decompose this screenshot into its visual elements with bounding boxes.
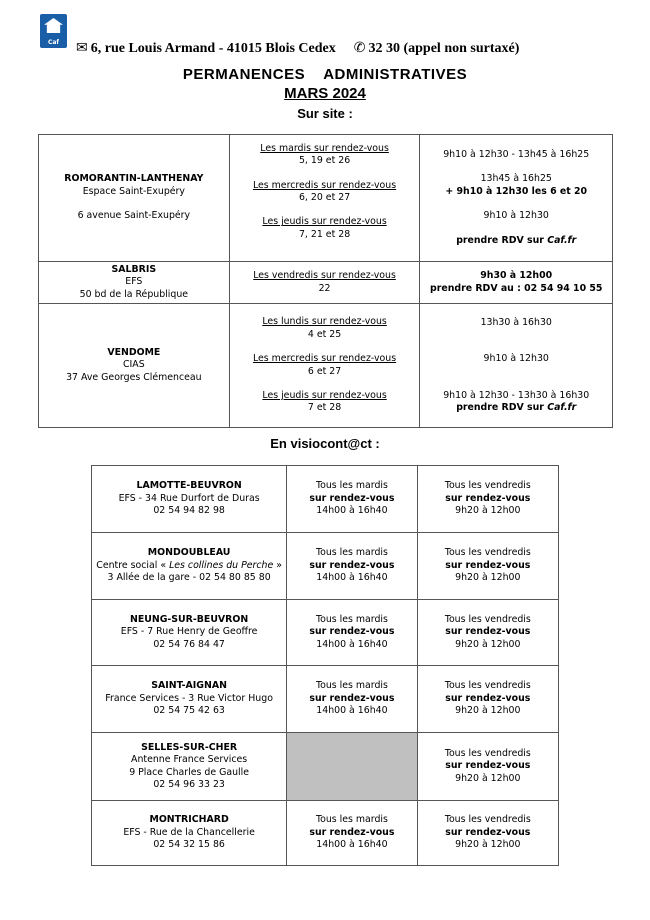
header-contact [76, 40, 519, 57]
schedule-hours: 14h00 à 16h40 [316, 505, 388, 517]
hours-cell [420, 304, 613, 428]
schedule-day: Tous les vendredis [444, 680, 531, 692]
days-cell [229, 135, 420, 262]
location-address: 50 bd de la République [79, 288, 189, 300]
schedule-day: Tous les vendredis [444, 480, 531, 492]
slot-hours: 9h30 à 12h00 [480, 270, 553, 282]
location-cell [92, 733, 287, 801]
tuesday-cell [287, 666, 417, 733]
schedule-rdv: sur rendez-vous [309, 826, 395, 838]
on-site-heading: Sur site : [297, 106, 353, 121]
schedule-hours: 14h00 à 16h40 [316, 705, 388, 717]
schedule-day: Tous les vendredis [444, 613, 531, 625]
slot-day: Les lundis sur rendez-vous [262, 316, 387, 328]
tuesday-cell [287, 533, 417, 600]
phone-icon: ✆ [353, 41, 366, 56]
location-phone: 02 54 96 33 23 [153, 778, 225, 790]
schedule-rdv: sur rendez-vous [309, 559, 395, 571]
table-row [92, 666, 559, 733]
location-cell [92, 801, 287, 866]
schedule-hours: 14h00 à 16h40 [316, 638, 388, 650]
location-address-line2: 3 Allée de la gare - 02 54 80 85 80 [107, 572, 271, 584]
location-address: EFS - 34 Rue Durfort de Duras [118, 492, 260, 504]
tuesday-cell [287, 466, 417, 533]
location-address-line2: 9 Place Charles de Gaulle [129, 766, 250, 778]
location-place: Espace Saint-Exupéry [82, 185, 185, 197]
mail-icon: ✉ [76, 41, 88, 56]
schedule-hours: 9h20 à 12h00 [455, 772, 521, 784]
slot-dates: 4 et 25 [307, 328, 342, 340]
logo-text: Caf [47, 39, 60, 46]
friday-cell [417, 533, 558, 600]
schedule-rdv: sur rendez-vous [445, 626, 531, 638]
slot-hours: 13h30 à 16h30 [480, 316, 552, 328]
location-name: LAMOTTE-BEUVRON [136, 480, 242, 492]
schedule-rdv: sur rendez-vous [309, 492, 395, 504]
slot-dates: 6 et 27 [307, 365, 342, 377]
house-icon [44, 18, 63, 33]
header-address: 6, rue Louis Armand - 41015 Blois Cedex [90, 41, 336, 56]
location-phone: 02 54 75 42 63 [153, 705, 225, 717]
table-row [92, 801, 559, 866]
location-phone: 02 54 32 15 86 [153, 839, 225, 851]
table-row [92, 600, 559, 666]
location-address: 6 avenue Saint-Exupéry [77, 210, 191, 222]
location-name: MONTRICHARD [149, 814, 229, 826]
table-row [92, 466, 559, 533]
hours-cell [420, 135, 613, 262]
location-name: ROMORANTIN-LANTHENAY [64, 173, 204, 185]
schedule-rdv: sur rendez-vous [445, 492, 531, 504]
slot-hours: 13h45 à 16h25 [480, 173, 552, 185]
location-phone: 02 54 76 84 47 [153, 638, 225, 650]
schedule-hours: 9h20 à 12h00 [455, 638, 521, 650]
slot-hours: 9h10 à 12h30 [483, 353, 549, 365]
location-name: SELLES-SUR-CHER [141, 741, 238, 753]
month-title: MARS 2024 [284, 85, 366, 102]
unavailable-cell [287, 733, 417, 801]
schedule-day: Tous les mardis [315, 814, 388, 826]
location-cell [92, 466, 287, 533]
table-row [39, 304, 613, 428]
schedule-rdv: sur rendez-vous [445, 692, 531, 704]
visio-heading: En visiocont@ct : [270, 436, 380, 451]
location-cell [39, 135, 230, 262]
location-place: EFS [125, 276, 143, 288]
friday-cell [417, 733, 558, 801]
location-address: Antenne France Services [131, 754, 248, 766]
location-name: SALBRIS [111, 263, 157, 275]
location-place: CIAS [123, 359, 145, 371]
caf-logo [40, 14, 67, 48]
schedule-hours: 9h20 à 12h00 [455, 505, 521, 517]
schedule-rdv: sur rendez-vous [309, 692, 395, 704]
table-row [92, 733, 559, 801]
location-phone: 02 54 94 82 98 [153, 505, 225, 517]
slot-dates: 22 [318, 282, 331, 294]
friday-cell [417, 666, 558, 733]
friday-cell [417, 466, 558, 533]
slot-day: Les jeudis sur rendez-vous [262, 389, 387, 401]
slot-day: Les vendredis sur rendez-vous [253, 270, 396, 282]
location-name: NEUNG-SUR-BEUVRON [130, 613, 249, 625]
rdv-info: prendre RDV sur Caf.fr [456, 401, 577, 413]
table-row [39, 135, 613, 262]
schedule-day: Tous les mardis [315, 547, 388, 559]
table-row [92, 533, 559, 600]
location-address: France Services - 3 Rue Victor Hugo [105, 692, 273, 704]
location-cell [92, 666, 287, 733]
schedule-day: Tous les mardis [315, 680, 388, 692]
schedule-rdv: sur rendez-vous [445, 760, 531, 772]
tuesday-cell [287, 600, 417, 666]
rdv-info: prendre RDV sur Caf.fr [456, 234, 577, 246]
schedule-rdv: sur rendez-vous [309, 626, 395, 638]
location-cell [92, 533, 287, 600]
header-phone: 32 30 (appel non surtaxé) [368, 41, 520, 56]
slot-day: Les mercredis sur rendez-vous [252, 179, 397, 191]
schedule-day: Tous les mardis [315, 480, 388, 492]
friday-cell [417, 801, 558, 866]
location-address: EFS - Rue de la Chancellerie [123, 826, 255, 838]
schedule-hours: 9h20 à 12h00 [455, 705, 521, 717]
slot-hours: 9h10 à 12h30 - 13h45 à 16h25 [443, 148, 590, 160]
days-cell [229, 304, 420, 428]
location-address: Centre social « Les collines du Perche » [96, 559, 282, 571]
location-cell [39, 262, 230, 304]
schedule-rdv: sur rendez-vous [445, 559, 531, 571]
friday-cell [417, 600, 558, 666]
slot-hours: 9h10 à 12h30 - 13h30 à 16h30 [443, 389, 590, 401]
tuesday-cell [287, 801, 417, 866]
slot-dates: 5, 19 et 26 [298, 155, 351, 167]
slot-dates: 6, 20 et 27 [298, 192, 351, 203]
days-cell [229, 262, 420, 304]
table-row [39, 262, 613, 304]
schedule-day: Tous les vendredis [444, 747, 531, 759]
location-cell [92, 600, 287, 666]
schedule-hours: 14h00 à 16h40 [316, 839, 388, 851]
page-title: PERMANENCES ADMINISTRATIVES [182, 66, 468, 83]
location-address: EFS - 7 Rue Henry de Geoffre [120, 626, 258, 638]
schedule-hours: 9h20 à 12h00 [455, 572, 521, 584]
slot-dates: 7, 21 et 28 [298, 228, 351, 240]
schedule-hours: 14h00 à 16h40 [316, 572, 388, 584]
slot-day: Les jeudis sur rendez-vous [262, 216, 387, 228]
location-name: MONDOUBLEAU [147, 547, 231, 559]
schedule-day: Tous les vendredis [444, 814, 531, 826]
schedule-hours: 9h20 à 12h00 [455, 839, 521, 851]
hours-cell [420, 262, 613, 304]
visio-table [91, 465, 559, 866]
location-name: VENDOME [107, 346, 161, 358]
slot-dates: 7 et 28 [307, 402, 342, 414]
schedule-rdv: sur rendez-vous [445, 826, 531, 838]
rdv-info: prendre RDV au : 02 54 94 10 55 [430, 282, 603, 294]
location-cell [39, 304, 230, 428]
slot-day: Les mercredis sur rendez-vous [252, 353, 397, 365]
schedule-day: Tous les vendredis [444, 547, 531, 559]
slot-hours-extra: + 9h10 à 12h30 les 6 et 20 [445, 185, 588, 197]
schedule-day: Tous les mardis [315, 613, 388, 625]
on-site-table [38, 134, 613, 428]
location-name: SAINT-AIGNAN [151, 680, 227, 692]
slot-day: Les mardis sur rendez-vous [260, 142, 389, 154]
slot-hours: 9h10 à 12h30 [483, 210, 549, 222]
location-address: 37 Ave Georges Clémenceau [66, 371, 202, 383]
